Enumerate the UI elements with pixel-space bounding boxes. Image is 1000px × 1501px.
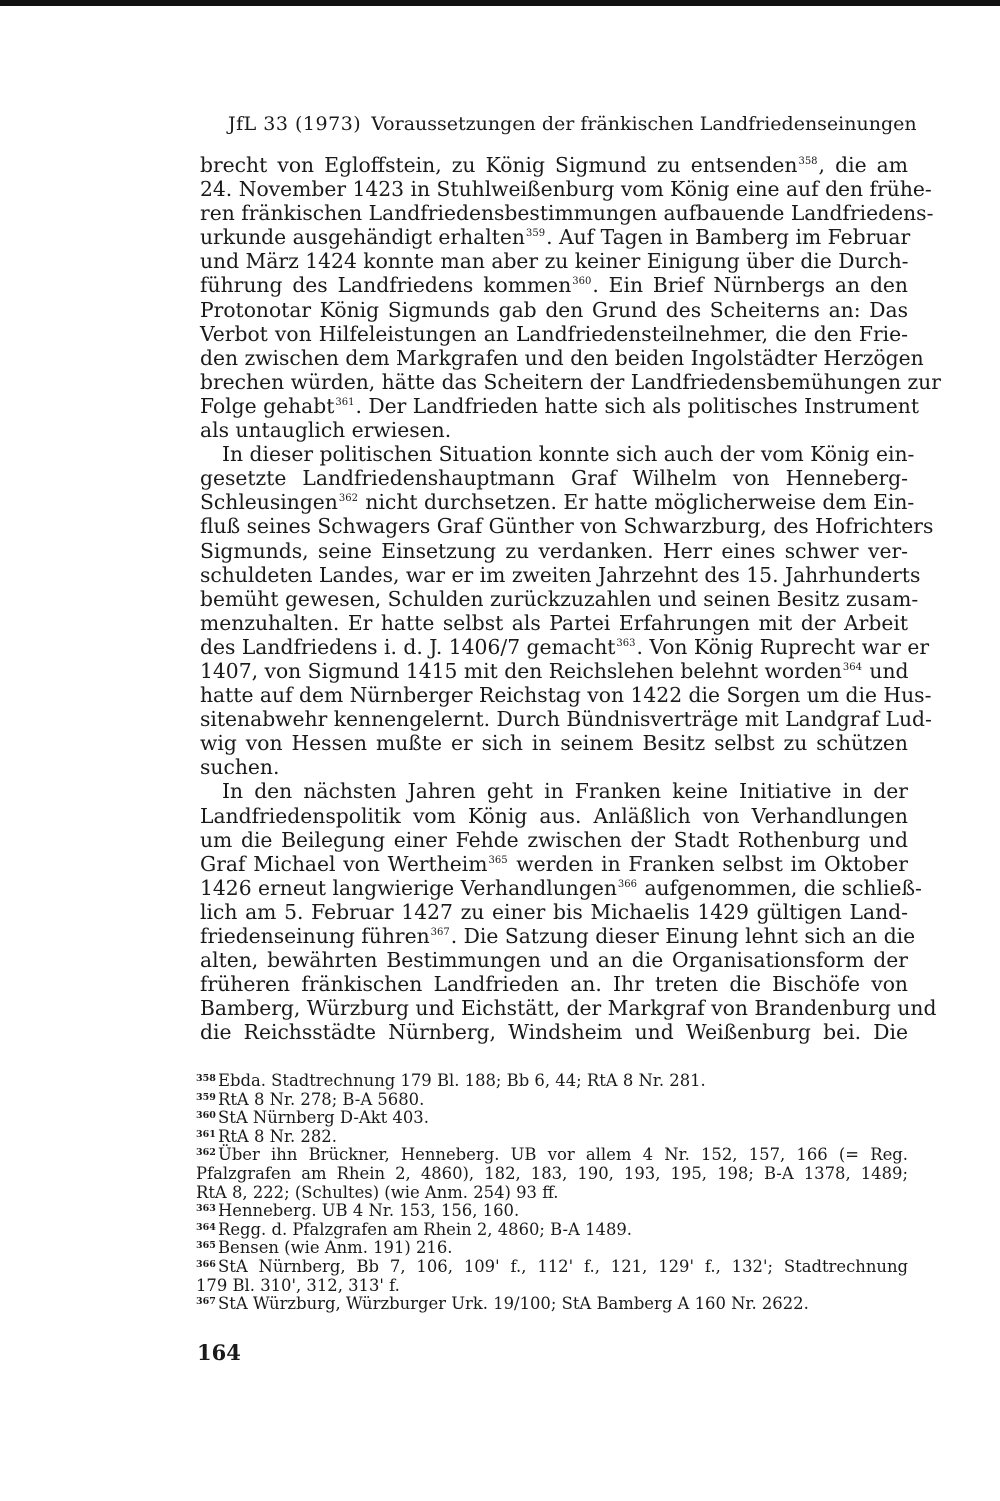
text-line: Sigmunds, seine Einsetzung zu verdanken. Herr eines schwer ver- [200, 538, 908, 563]
scan-border [0, 0, 1000, 6]
footnote-number: 364 [196, 1221, 216, 1233]
text-line: gesetzte Landfriedenshauptmann Graf Wilhelm von Henneberg- [200, 466, 908, 491]
footnote-ref: 362 [338, 493, 358, 505]
text-line: Graf Michael von Wertheim$^{365}$ werden in Franken selbst im Oktober [200, 851, 908, 876]
text-line: den zwischen dem Markgrafen und den beiden Ingolstädter Herzögen [200, 345, 924, 370]
footnote-ref: 359 [525, 228, 546, 240]
footnote-number: 367 [196, 1296, 216, 1308]
text-line: In dieser politischen Situation konnte sich auch der vom König ein- [222, 442, 915, 467]
text-line: 1426 erneut langwierige Verhandlungen$^{366}$ aufgenommen, die schließ- [200, 875, 922, 900]
footnote-number: 366 [196, 1258, 216, 1270]
text-line: menzuhalten. Er hatte selbst als Partei Erfahrungen mit der Arbeit [200, 610, 908, 635]
footnote-ref: 367 [430, 927, 450, 938]
text-line: Landfriedenspolitik vom König aus. Anläßlich von Verhandlungen [200, 803, 908, 828]
text-line: Verbot von Hilfeleistungen an Landfriedensteilnehmer, die den Frie- [200, 321, 908, 346]
text-line: führung des Landfriedens kommen$^{360}$. Ein Brief Nürnbergs an den [200, 273, 908, 298]
footnote-ref: 360 [572, 276, 592, 288]
text-line: suchen. [200, 755, 280, 780]
footnote: 359 RtA 8 Nr. 278; B-A 5680. [196, 1089, 425, 1109]
text-line: brechen würden, hätte das Scheitern der Landfriedensbemühungen zur [200, 369, 941, 394]
footnote-ref: 361 [335, 396, 355, 408]
footnote-ref: 364 [842, 661, 862, 673]
footnote: 366 StA Nürnberg, Bb 7, 106, 109' f., 112' f., 121, 129' f., 132'; Stadtrechnung 179 Bl. 310', 312, 313' f. [196, 1256, 908, 1295]
text-line: Protonotar König Sigmunds gab den Grund des Scheiterns an: Das [200, 297, 908, 322]
footnote-number: 363 [196, 1203, 216, 1215]
footnote-number: 359 [196, 1091, 216, 1103]
text-line: früheren fränkischen Landfrieden an. Ihr treten die Bischöfe von [200, 972, 908, 997]
footnotes [196, 1072, 908, 1314]
text-line: schuldeten Landes, war er im zweiten Jahrzehnt des 15. Jahrhunderts [200, 562, 921, 587]
running-head [228, 112, 917, 136]
footnote-ref: 358 [798, 156, 818, 167]
text-line: Folge gehabt$^{361}$. Der Landfrieden hatte sich als politisches Instrument [200, 393, 919, 418]
footnote-number: 358 [196, 1073, 216, 1084]
footnote-ref: 365 [488, 854, 508, 866]
text-line: Bamberg, Würzburg und Eichstätt, der Markgraf von Brandenburg und [200, 996, 937, 1021]
text-line: 1407, von Sigmund 1415 mit den Reichslehen belehnt worden$^{364}$ und [200, 658, 909, 683]
text-line: hatte auf dem Nürnberger Reichstag von 1422 die Sorgen um die Hus- [200, 683, 932, 708]
text-line: In den nächsten Jahren geht in Franken keine Initiative in der [222, 779, 908, 804]
text-line: als untauglich erwiesen. [200, 418, 452, 443]
text-line: Schleusingen$^{362}$ nicht durchsetzen. Er hatte möglicherweise dem Ein- [200, 490, 915, 515]
footnote: 358 Ebda. Stadtrechnung 179 Bl. 188; Bb 6, 44; RtA 8 Nr. 281. [196, 1071, 706, 1090]
text-line: urkunde ausgehändigt erhalten$^{359}$. Auf Tagen in Bamberg im Februar [200, 225, 911, 250]
text-line: und März 1424 konnte man aber zu keiner Einigung über die Durch- [200, 249, 909, 274]
text-line: fluß seines Schwagers Graf Günther von Schwarzburg, des Hofrichters [200, 514, 934, 539]
footnote-ref: 366 [617, 878, 637, 890]
footnote-number: 362 [196, 1147, 216, 1159]
footnote-number: 365 [196, 1240, 216, 1252]
text-line: ren fränkischen Landfriedensbestimmungen aufbauende Landfriedens- [200, 201, 934, 226]
journal-reference: JfL 33 (1973) [228, 113, 362, 135]
text-line: friedenseinung führen$^{367}$. Die Satzung dieser Einung lehnt sich an die [200, 924, 916, 948]
text-line: sitenabwehr kennengelernt. Durch Bündnisverträge mit Landgraf Lud- [200, 707, 932, 732]
footnote: 362 Über ihn Brückner, Henneberg. UB vor allem 4 Nr. 152, 157, 166 (= Reg. Pfalzgrafen am Rhein 2, 4860), 182, 183, 190, 193, 195, 198; B-A 1378, 1489; RtA 8, 222; (Schultes) (wie Anm. 254) 93 ff. [196, 1145, 908, 1202]
text-line: alten, bewährten Bestimmungen und an die Organisationsform der [200, 948, 908, 973]
text-line: lich am 5. Februar 1427 zu einer bis Michaelis 1429 gültigen Land- [200, 899, 908, 924]
article-title: Voraussetzungen der fränkischen Landfriedenseinungen [371, 113, 917, 135]
text-line: bemüht gewesen, Schulden zurückzuzahlen und seinen Besitz zusam- [200, 586, 919, 611]
text-line: um die Beilegung einer Fehde zwischen der Stadt Rothenburg und [200, 827, 908, 852]
text-line: 24. November 1423 in Stuhlweißenburg vom König eine auf den frühe- [200, 177, 932, 202]
text-line: des Landfriedens i. d. J. 1406/7 gemacht$^{363}$. Von König Ruprecht war er [200, 634, 930, 659]
text-line: wig von Hessen mußte er sich in seinem Besitz selbst zu schützen [200, 731, 908, 756]
footnote: 363 Henneberg. UB 4 Nr. 153, 156, 160. [196, 1201, 520, 1221]
text-line: brecht von Egloffstein, zu König Sigmund zu entsenden$^{358}$, die am [200, 153, 908, 177]
footnote: 365 Bensen (wie Anm. 191) 216. [196, 1238, 453, 1258]
footnote: 364 Regg. d. Pfalzgrafen am Rhein 2, 4860; B-A 1489. [196, 1219, 633, 1239]
text-line: die Reichsstädte Nürnberg, Windsheim und Weißenburg bei. Die [200, 1020, 908, 1045]
body-text [200, 153, 941, 1045]
footnote-ref: 363 [616, 637, 636, 649]
footnote: 361 RtA 8 Nr. 282. [196, 1126, 337, 1146]
page-number: 164 [197, 1340, 241, 1365]
footnote-number: 361 [196, 1128, 216, 1140]
footnote-number: 360 [196, 1110, 216, 1122]
footnote: 360 StA Nürnberg D-Akt 403. [196, 1108, 429, 1128]
footnote: 367 StA Würzburg, Würzburger Urk. 19/100; StA Bamberg A 160 Nr. 2622. [196, 1294, 809, 1314]
